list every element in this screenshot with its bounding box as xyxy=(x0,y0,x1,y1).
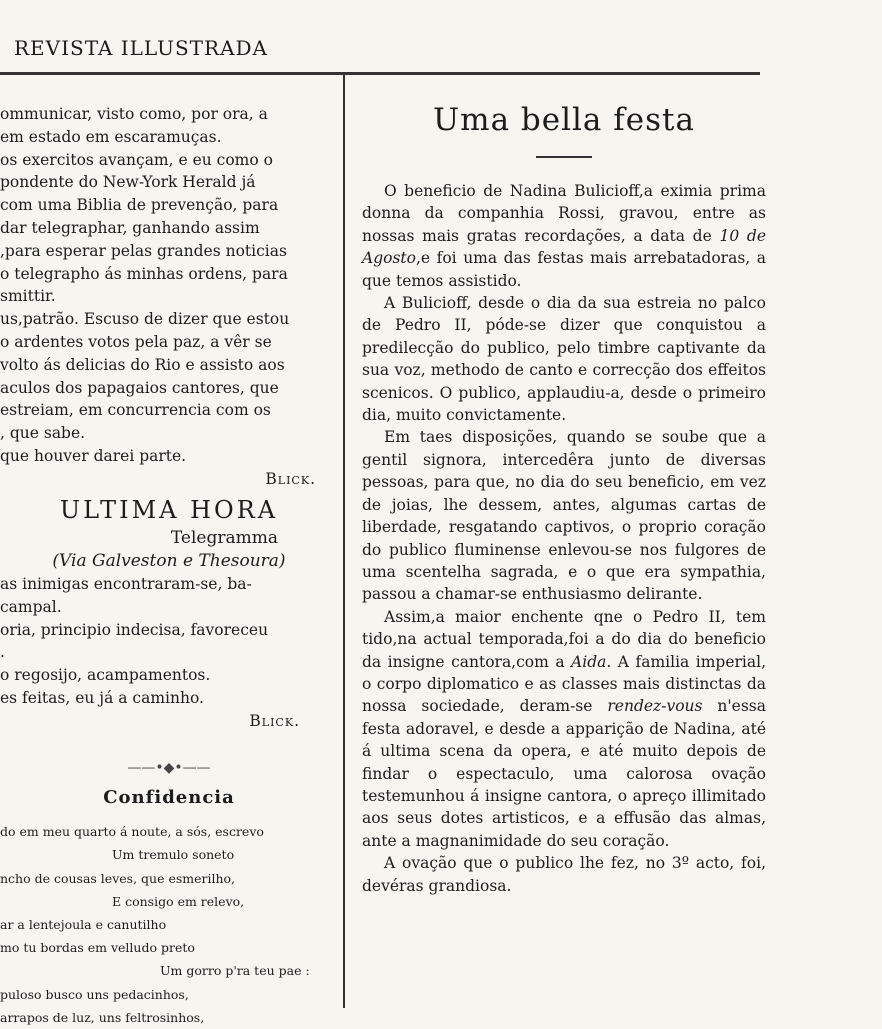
text-line: as inimigas encontraram-se, ba- xyxy=(0,574,252,593)
text-line: oria, principio indecisa, favoreceu xyxy=(0,620,269,639)
paragraph: A ovação que o publico lhe fez, no 3º acto, foi, devéras grandiosa. xyxy=(362,854,766,895)
text-line: dar telegraphar, ganhando assim xyxy=(0,218,260,237)
via-label: (Via Galveston e Thesoura) xyxy=(52,551,286,572)
right-column xyxy=(362,96,766,897)
text-line: volto ás delicias do Rio e assisto aos xyxy=(0,355,285,374)
poem-line: Um tremulo soneto xyxy=(112,847,235,863)
text-line: ,para esperar pelas grandes noticias xyxy=(0,241,287,260)
paragraph: Assim,a maior enchente qne o Pedro II, tem tido,na actual temporada,foi a do dia do beneficio da insigne cantora,com a Aida. A familia imperial, o corpo diplomatico e as classes mais distinctas da nossa sociedade, deram-se rendez-vous n'essa festa adoravel, e desde a apparição de Nadina, até á ultima scena da opera, e até muito depois de findar o espectaculo, uma calorosa ovação testemunhou á insigne cantora, o apreço illimitado aos seus dotes artisticos, e a effusão das almas, ante a magnanimidade do seu coração. xyxy=(362,607,766,850)
text-line: smittir. xyxy=(0,287,56,306)
signature: Blick. xyxy=(265,469,316,488)
text-line: os exercitos avançam, e eu como o xyxy=(0,150,273,169)
signature: Blick. xyxy=(249,711,300,730)
ornament-divider: ——•◆•—— xyxy=(127,759,211,776)
poem-line: ar a lentejoula e canutilho xyxy=(0,916,167,932)
top-rule xyxy=(0,72,760,75)
text-line: es feitas, eu já a caminho. xyxy=(0,688,204,707)
text-line: . xyxy=(0,643,5,662)
text-line: em estado em escaramuças. xyxy=(0,127,222,146)
text-line: o ardentes votos pela paz, a vêr se xyxy=(0,332,272,351)
poem-line: do em meu quarto á noute, a sós, escrevo xyxy=(0,824,264,840)
paragraph: A Bulicioff, desde o dia da sua estreia no palco de Pedro II, póde-se dizer que conquistou a predilecção do publico, pelo timbre captivante da sua voz, methodo de canto e correcção dos effeitos scenicos. O publico, applaudiu-a, desde o primeiro dia, muito convictamente. xyxy=(362,294,766,425)
text-line: us,patrão. Escuso de dizer que estou xyxy=(0,310,290,329)
poem-line: E consigo em relevo, xyxy=(112,893,245,909)
text-line: o regosijo, acampamentos. xyxy=(0,666,211,685)
text-line: campal. xyxy=(0,597,62,616)
column-divider xyxy=(343,75,345,1008)
paragraph: Em taes disposições, quando se soube que a gentil signora, intercedêra junto de diversas pessoas, para que, no dia do seu beneficio, em vez de joias, lhe dessem, antes, algumas cartas de liberdade, resgatando captivos, o proprio coração do publico fluminense enlevou-se nos fulgores de uma scentelha sagrada, e o que era sympathia, passou a chamar-se enthusiasmo delirante. xyxy=(362,428,766,604)
left-column xyxy=(0,103,338,1029)
poem-line: mo tu bordas em velludo preto xyxy=(0,940,195,956)
poem-line: Um gorro p'ra teu pae : xyxy=(160,963,310,979)
text-line: ommunicar, visto como, por ora, a xyxy=(0,105,268,123)
poem-line: arrapos de luz, uns feltrosinhos, xyxy=(0,1009,205,1025)
poem xyxy=(0,820,338,1029)
poem-line: ncho de cousas leves, que esmerilho, xyxy=(0,870,236,886)
poem-line: puloso busco uns pedacinhos, xyxy=(0,986,189,1002)
text-line: aculos dos papagaios cantores, que xyxy=(0,378,279,397)
article-title: Uma bella festa xyxy=(433,102,695,138)
section-heading-confidencia: Confidencia xyxy=(103,787,235,809)
article-body xyxy=(362,180,766,897)
text-line: que houver darei parte. xyxy=(0,446,187,465)
telegram-text xyxy=(0,573,338,710)
text-line: com uma Biblia de prevenção, para xyxy=(0,196,279,215)
masthead-title: REVISTA ILLUSTRADA xyxy=(14,36,268,60)
letter-text xyxy=(0,103,338,468)
text-line: , que sabe. xyxy=(0,424,86,443)
paragraph: O beneficio de Nadina Bulicioff,a eximia prima donna da companhia Rossi, gravou, entre as nossas mais gratas recordações, a data de 10 de Agosto,e foi uma das festas mais arrebatadoras, a que temos assistido. xyxy=(362,182,766,290)
telegramma-label: Telegramma xyxy=(170,528,278,549)
text-line: estreiam, em concurrencia com os xyxy=(0,401,271,420)
text-line: o telegrapho ás minhas ordens, para xyxy=(0,264,288,283)
text-line: pondente do New-York Herald já xyxy=(0,173,256,192)
section-heading-ultima-hora: ULTIMA HORA xyxy=(59,495,279,524)
title-rule xyxy=(536,156,592,158)
